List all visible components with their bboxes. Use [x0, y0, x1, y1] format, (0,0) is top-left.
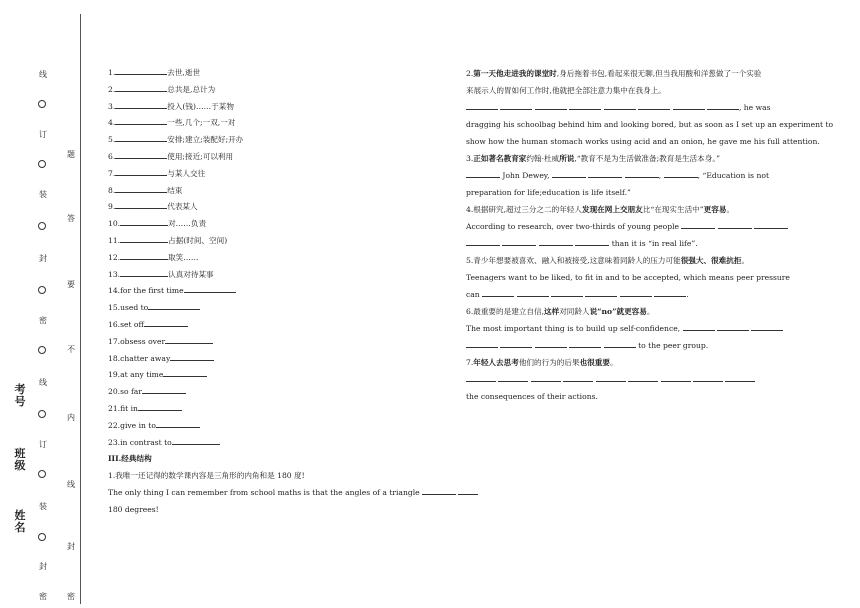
answer-blank[interactable] — [138, 402, 182, 411]
phrase-item: 17.obsess over — [108, 334, 453, 351]
q5-cn: 5.青少年想要被喜欢、融入和被接受,这意味着同龄人的压力可能很强大、很难抗拒。 — [466, 256, 750, 265]
margin-char: 内 — [67, 413, 75, 422]
vocab-item: 1. 去世,逝世 — [108, 68, 201, 77]
answer-blank[interactable] — [693, 373, 723, 382]
answer-blank[interactable] — [170, 352, 214, 361]
answer-blank[interactable] — [115, 133, 167, 142]
margin-char: 密 — [39, 316, 47, 325]
answer-blank[interactable] — [725, 373, 755, 382]
sentence-cn: 1.我唯一还记得的数学课内容是三角形的内角和是 180 度! — [108, 471, 305, 481]
phrase-item: 18.chatter away — [108, 351, 453, 368]
q3-cn: 3.正如著名教育家约翰·杜威所说,“教育不是为生活做准备;教育是生活本身。” — [466, 154, 721, 163]
q7-cn: 7.年轻人去思考他们的行为的后果也很重要。 — [466, 358, 618, 367]
q7-blanks — [466, 371, 806, 388]
answer-blank[interactable] — [120, 217, 168, 226]
name-label: 姓名 — [14, 509, 26, 534]
answer-blank[interactable] — [458, 486, 478, 495]
left-column — [108, 65, 453, 519]
answer-blank[interactable] — [500, 101, 532, 110]
answer-blank[interactable] — [466, 101, 498, 110]
answer-blank[interactable] — [120, 251, 168, 260]
margin-char: 装 — [39, 190, 47, 199]
answer-blank[interactable] — [754, 220, 788, 229]
sentence-en: The only thing I can remember from school maths is that the angles of a triangle — [108, 485, 453, 502]
answer-blank[interactable] — [673, 101, 705, 110]
margin-char: 装 — [39, 502, 47, 511]
answer-blank[interactable] — [664, 169, 698, 178]
answer-blank[interactable] — [466, 237, 500, 246]
binding-circle — [38, 222, 46, 230]
phrase-item: 15.used to — [108, 300, 453, 317]
phrase-item: 14.for the first time — [108, 283, 453, 300]
q2-cn: 2.第一天他走进我的课堂时,身后拖着书包,看起来很无聊,但当我用酸和洋葱做了一个实验 — [466, 69, 762, 78]
q7-en: the consequences of their actions. — [466, 392, 598, 401]
q5-en-cont: can . — [466, 290, 689, 299]
phrase-item: 23.in contrast to — [108, 435, 453, 452]
answer-blank[interactable] — [535, 101, 567, 110]
answer-blank[interactable] — [588, 169, 622, 178]
answer-blank[interactable] — [466, 373, 496, 382]
section-heading: III.经典结构 — [108, 454, 152, 464]
vocab-item: 3. 投入(钱)……于某物 — [108, 101, 234, 111]
q2-cn-cont: 来展示人的胃如何工作时,他就把全部注意力集中在我身上。 — [466, 86, 666, 95]
answer-blank[interactable] — [115, 116, 167, 125]
binding-circle — [38, 160, 46, 168]
q3-en: John Dewey, , , “Education is not — [466, 167, 806, 184]
margin-char: 不 — [67, 345, 75, 354]
q6-en: The most important thing is to build up self-confidence, — [466, 320, 806, 337]
answer-blank[interactable] — [517, 288, 549, 297]
phrase-item: 21.fit in — [108, 401, 453, 418]
phrase-item: 20.so far — [108, 384, 453, 401]
phrase-item: 22.give in to — [108, 418, 453, 435]
answer-blank[interactable] — [466, 339, 498, 348]
answer-blank[interactable] — [625, 169, 659, 178]
answer-blank[interactable] — [531, 373, 561, 382]
margin-char: 题 — [67, 150, 75, 159]
margin-char: 答 — [67, 214, 75, 223]
answer-blank[interactable] — [156, 419, 200, 428]
q5-en: Teenagers want to be liked, to fit in and to be accepted, which means peer pressure — [466, 273, 790, 282]
margin-char: 线 — [67, 480, 75, 489]
q2-en: , he was — [466, 99, 806, 116]
answer-blank[interactable] — [115, 167, 167, 176]
exam-number-label: 考号 — [14, 383, 26, 408]
margin-char: 线 — [39, 70, 47, 79]
margin-char: 封 — [67, 542, 75, 551]
vocab-item: 7. 与某人交往 — [108, 168, 206, 178]
margin-char: 要 — [67, 280, 75, 289]
answer-blank[interactable] — [500, 339, 532, 348]
answer-blank[interactable] — [717, 322, 749, 331]
answer-blank[interactable] — [681, 220, 715, 229]
answer-blank[interactable] — [184, 284, 236, 293]
answer-blank[interactable] — [707, 101, 739, 110]
q6-cn: 6.最重要的是建立自信,这样对同龄人说“no”就更容易。 — [466, 307, 655, 316]
answer-blank[interactable] — [115, 83, 167, 92]
answer-blank[interactable] — [142, 385, 186, 394]
q2-en-cont: show how the human stomach works using acid and an onion, he gave me his full attention. — [466, 137, 820, 146]
answer-blank[interactable] — [172, 436, 220, 445]
answer-blank[interactable] — [596, 373, 626, 382]
answer-blank[interactable] — [115, 66, 167, 75]
answer-blank[interactable] — [498, 373, 528, 382]
answer-blank[interactable] — [115, 184, 167, 193]
vocab-item: 12. 取笑…… — [108, 252, 199, 262]
q4-en-cont: than it is “in real life”. — [466, 235, 806, 252]
vocab-item: 6. 使用;接近;可以利用 — [108, 151, 234, 161]
vocab-item: 10. 对……负责 — [108, 219, 207, 229]
class-label: 班级 — [14, 447, 26, 472]
answer-blank[interactable] — [604, 339, 636, 348]
answer-blank[interactable] — [628, 373, 658, 382]
answer-blank[interactable] — [482, 288, 514, 297]
margin-char: 封 — [39, 254, 47, 263]
answer-blank[interactable] — [751, 322, 783, 331]
answer-blank[interactable] — [535, 339, 567, 348]
sentence-en: 180 degrees! — [108, 504, 159, 514]
answer-blank[interactable] — [569, 339, 601, 348]
vocab-item: 11. 占据(时间、空间) — [108, 235, 228, 245]
margin-char: 订 — [39, 130, 47, 139]
answer-blank[interactable] — [569, 101, 601, 110]
answer-blank[interactable] — [115, 100, 167, 109]
right-column — [466, 65, 834, 405]
phrase-item: 19.at any time — [108, 367, 453, 384]
answer-blank[interactable] — [165, 335, 213, 344]
binding-circle — [38, 346, 46, 354]
answer-blank[interactable] — [148, 301, 200, 310]
answer-blank[interactable] — [718, 220, 752, 229]
binding-circle — [38, 470, 46, 478]
q4-cn: 4.根据研究,超过三分之二的年轻人发现在网上交朋友比“在现实生活中”更容易。 — [466, 205, 735, 214]
binding-circle — [38, 286, 46, 294]
answer-blank[interactable] — [144, 318, 188, 327]
vocab-item: 4. 一些,几个;一双,一对 — [108, 118, 236, 128]
vocab-item: 2. 总共是,总计为 — [108, 84, 216, 94]
margin-char: 密 — [67, 592, 75, 601]
answer-blank[interactable] — [422, 486, 456, 495]
answer-blank[interactable] — [661, 373, 691, 382]
phrase-item: 16.set off — [108, 317, 453, 334]
answer-blank[interactable] — [552, 169, 586, 178]
answer-blank[interactable] — [163, 368, 207, 377]
answer-blank[interactable] — [575, 237, 609, 246]
vocab-item: 5. 安排;建立;装配好;开办 — [108, 135, 244, 145]
margin-char: 密 — [39, 592, 47, 601]
answer-blank[interactable] — [654, 288, 686, 297]
q2-en-cont: dragging his schoolbag behind him and looking bored, but as soon as I set up an experiment to — [466, 120, 834, 129]
margin-char: 线 — [39, 378, 47, 387]
q3-en-cont: preparation for life;education is life itself.” — [466, 188, 631, 197]
answer-blank[interactable] — [115, 200, 167, 209]
answer-blank[interactable] — [502, 237, 536, 246]
answer-blank[interactable] — [604, 101, 636, 110]
margin-char: 封 — [39, 562, 47, 571]
answer-blank[interactable] — [620, 288, 652, 297]
answer-blank[interactable] — [120, 234, 168, 243]
answer-blank[interactable] — [585, 288, 617, 297]
q4-en: According to research, over two-thirds of young people — [466, 218, 806, 235]
binding-circle — [38, 533, 46, 541]
answer-blank[interactable] — [563, 373, 593, 382]
q6-en-cont: to the peer group. — [466, 337, 806, 354]
answer-blank[interactable] — [539, 237, 573, 246]
answer-blank[interactable] — [115, 150, 167, 159]
binding-circle — [38, 410, 46, 418]
margin-char: 订 — [39, 440, 47, 449]
vocab-item: 8. 结束 — [108, 185, 183, 195]
binding-line — [80, 14, 81, 604]
answer-blank[interactable] — [466, 169, 500, 178]
binding-circle — [38, 100, 46, 108]
answer-blank[interactable] — [638, 101, 670, 110]
vocab-item: 9. 代表某人 — [108, 202, 198, 212]
answer-blank[interactable] — [683, 322, 715, 331]
answer-blank[interactable] — [551, 288, 583, 297]
answer-blank[interactable] — [120, 268, 168, 277]
vocab-item: 13. 认真对待某事 — [108, 269, 214, 279]
